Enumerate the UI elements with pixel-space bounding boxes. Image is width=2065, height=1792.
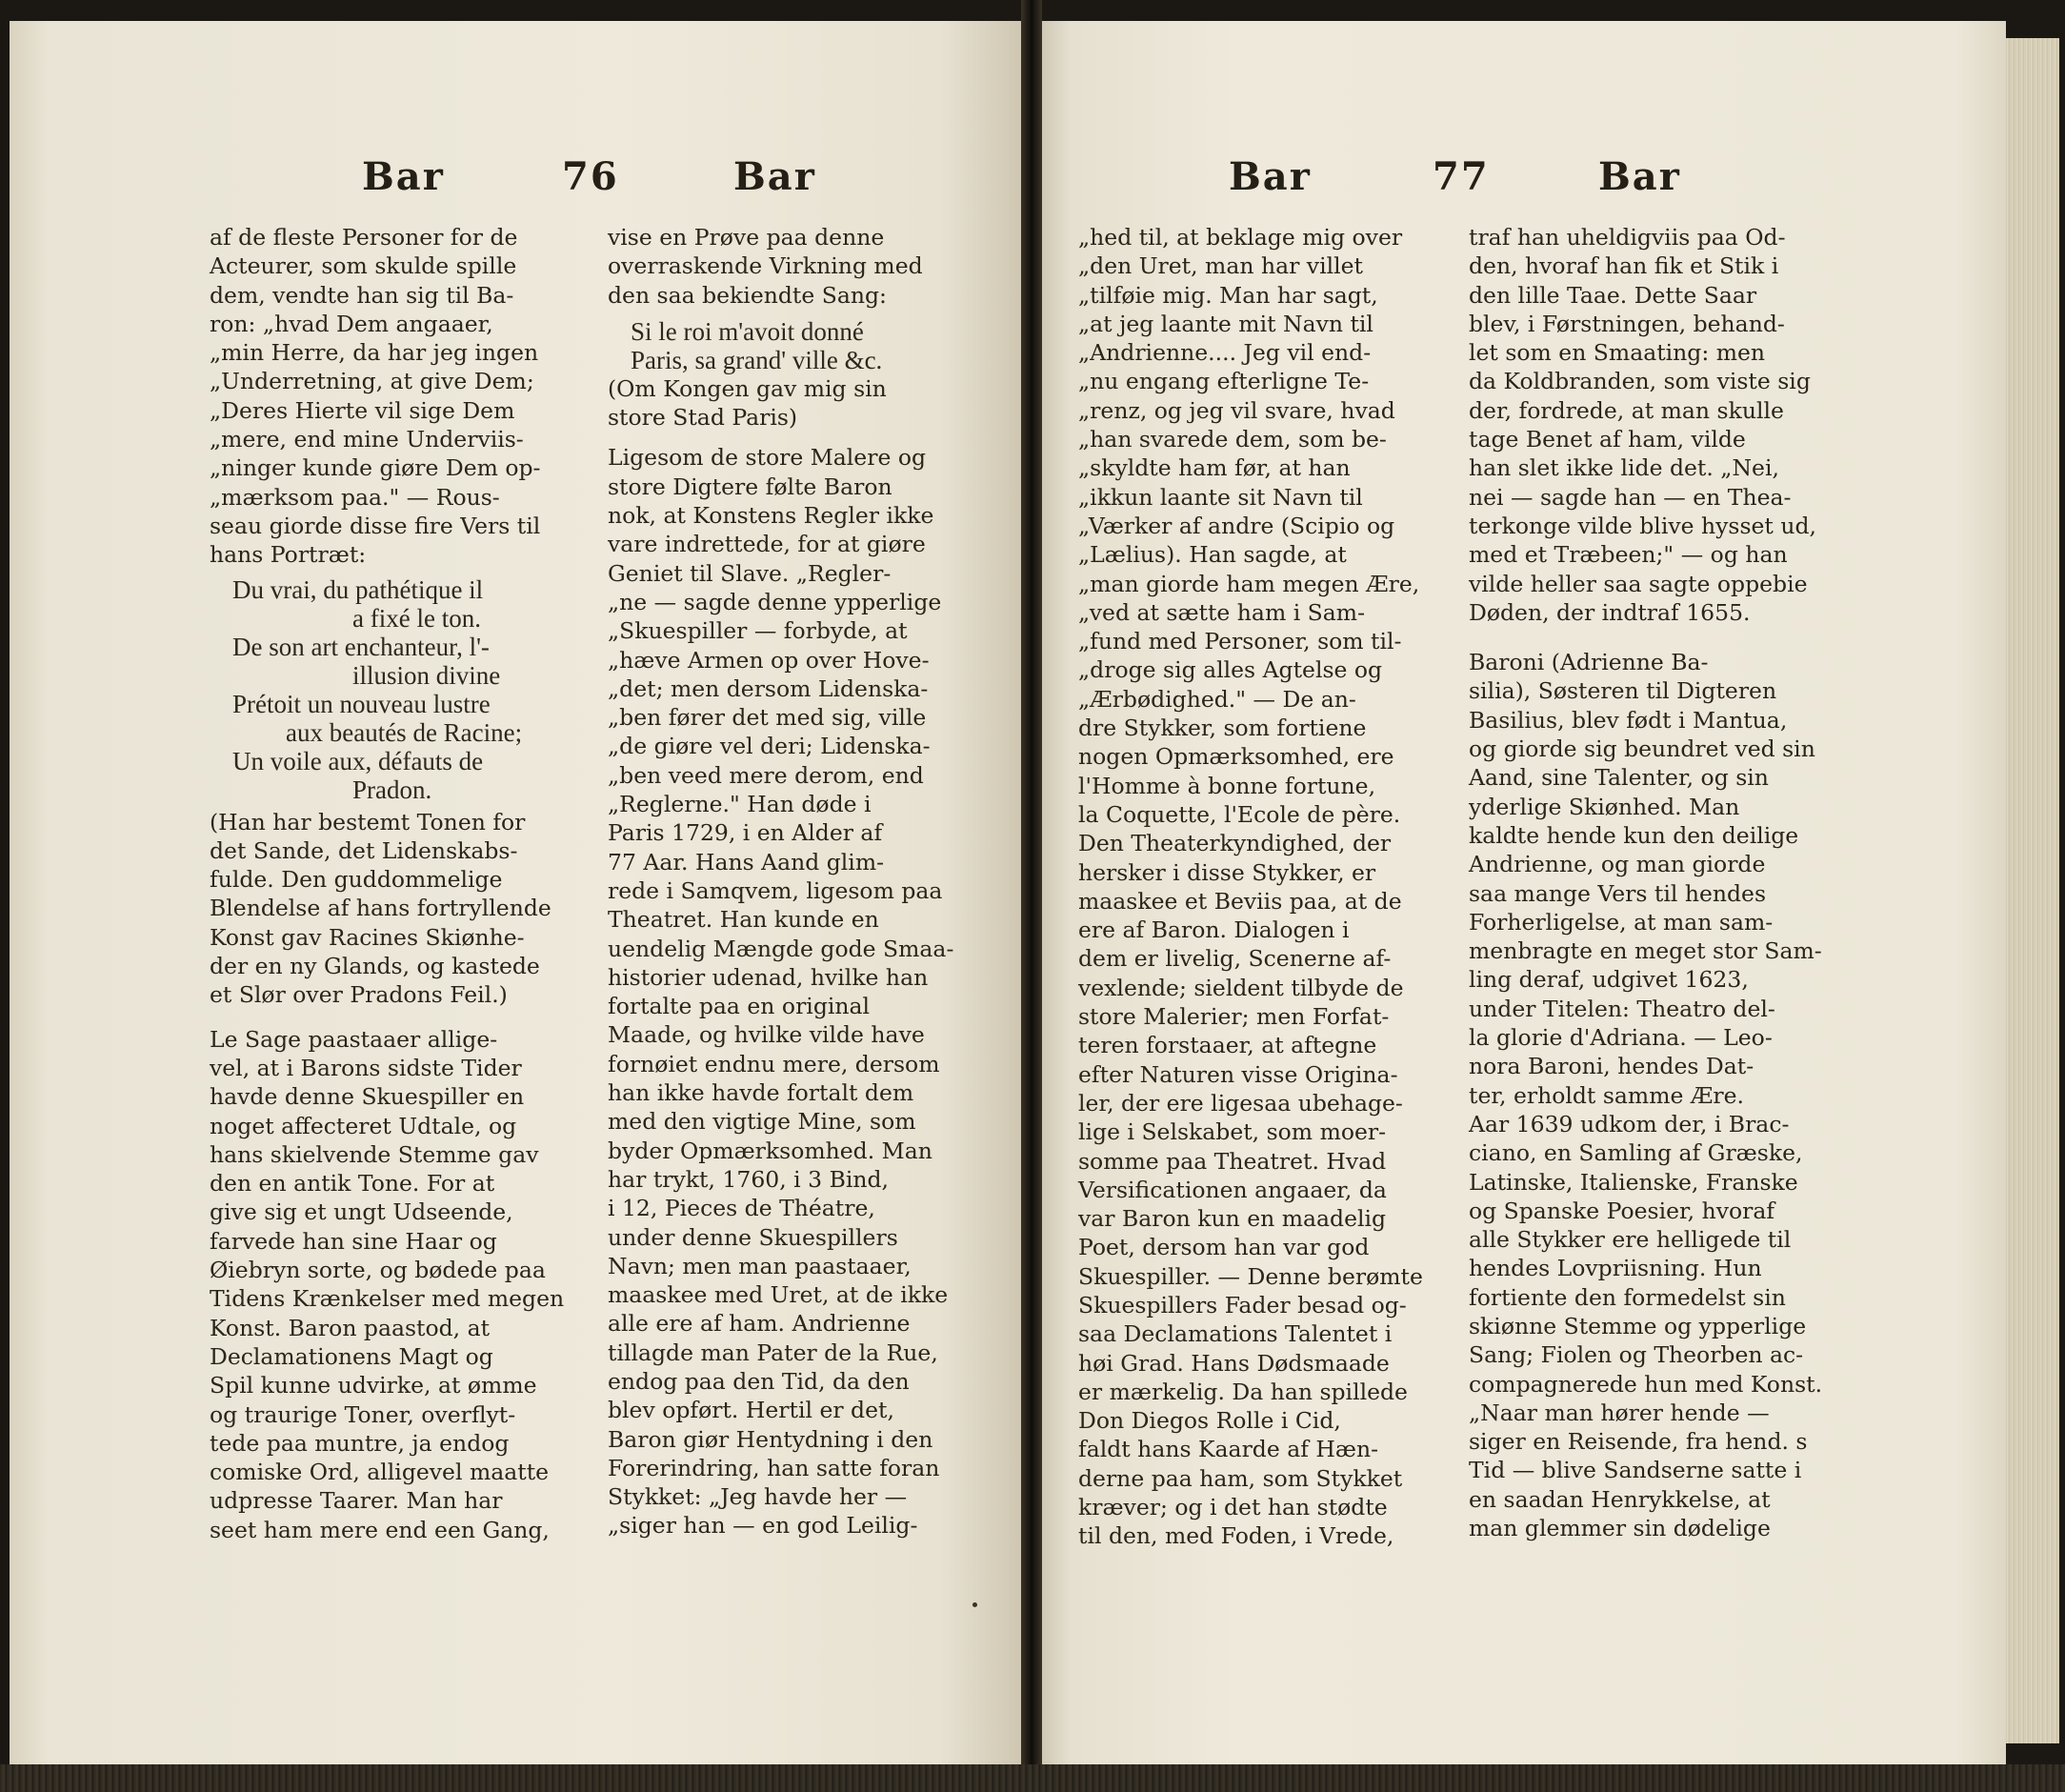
text-line: „ikkun laante sit Navn til bbox=[1078, 483, 1363, 511]
spacer bbox=[608, 310, 989, 317]
text-line: vel, at i Barons sidste Tider bbox=[210, 1054, 522, 1081]
text-line: der en ny Glands, og kastede bbox=[210, 953, 540, 980]
text-line: Tid — blive Sandserne satte i bbox=[1469, 1457, 1802, 1484]
text-line: „Skuespiller — forbyde, at bbox=[608, 617, 908, 645]
text-line: har trykt, 1760, i 3 Bind, bbox=[608, 1165, 890, 1193]
text-column-right bbox=[608, 223, 989, 1540]
text-line: Forherligelse, at man sam- bbox=[1469, 908, 1774, 936]
text-line: „Andrienne.... Jeg vil end- bbox=[1078, 339, 1372, 367]
quote-line: Pradon. bbox=[352, 775, 432, 804]
text-line: høi Grad. Hans Dødsmaade bbox=[1078, 1349, 1390, 1377]
text-line: fortiente den formedelst sin bbox=[1469, 1283, 1786, 1311]
text-line: Paris 1729, i en Alder af bbox=[608, 819, 883, 847]
text-line: „mere, end mine Underviis- bbox=[210, 426, 524, 453]
text-line: „ved at sætte ham i Sam- bbox=[1078, 598, 1366, 626]
spacer bbox=[210, 1010, 591, 1025]
text-line: la Coquette, l'Ecole de père. bbox=[1078, 800, 1401, 828]
text-line: Døden, der indtraf 1655. bbox=[1469, 598, 1751, 626]
text-line: af de fleste Personer for de bbox=[210, 224, 518, 251]
text-line: „Deres Hierte vil sige Dem bbox=[210, 396, 515, 424]
text-line: dre Stykker, som fortiene bbox=[1078, 715, 1367, 742]
quote-line: aux beautés de Racine; bbox=[286, 717, 523, 747]
text-line: „han svarede dem, som be- bbox=[1078, 426, 1387, 453]
text-line: alle Stykker ere helligede til bbox=[1469, 1226, 1792, 1254]
text-line: „Ærbødighed." — De an- bbox=[1078, 685, 1356, 713]
text-line: Versificationen angaaer, da bbox=[1078, 1176, 1387, 1203]
text-line: Konst gav Racines Skiønhe- bbox=[210, 923, 525, 951]
text-line: „skyldte ham før, at han bbox=[1078, 454, 1351, 482]
text-line: Skuespiller. — Denne berømte bbox=[1078, 1262, 1423, 1290]
text-line: saa mange Vers til hendes bbox=[1469, 879, 1767, 907]
text-line: kræver; og i det han stødte bbox=[1078, 1494, 1388, 1521]
text-line: „mærksom paa." — Rous- bbox=[210, 483, 500, 511]
running-head-left: Bar bbox=[362, 154, 445, 199]
text-line: „at jeg laante mit Navn til bbox=[1078, 310, 1373, 337]
text-line: hans Portræt: bbox=[210, 541, 367, 569]
text-line: Basilius, blev født i Mantua, bbox=[1469, 706, 1788, 734]
text-line: Geniet til Slave. „Regler- bbox=[608, 559, 892, 587]
text-line: skiønne Stemme og ypperlige bbox=[1469, 1312, 1807, 1339]
text-line: og giorde sig beundret ved sin bbox=[1469, 735, 1815, 763]
text-line: let som en Smaating: men bbox=[1469, 339, 1766, 367]
quote-line: Un voile aux, défauts de bbox=[232, 746, 484, 775]
text-line: rede i Samqvem, ligesom paa bbox=[608, 876, 943, 904]
quote-line: Prétoit un nouveau lustre bbox=[232, 689, 491, 718]
text-line: byder Opmærksomhed. Man bbox=[608, 1137, 932, 1164]
text-line: „den Uret, man har villet bbox=[1078, 252, 1363, 280]
text-line: nogen Opmærksomhed, ere bbox=[1078, 743, 1394, 771]
text-line: „det; men dersom Lidenska- bbox=[608, 675, 929, 702]
text-line: fulde. Den guddommelige bbox=[210, 866, 503, 894]
text-line: traf han uheldigviis paa Od- bbox=[1469, 224, 1786, 251]
text-line: derne paa ham, som Stykket bbox=[1078, 1464, 1403, 1492]
text-line: Konst. Baron paastod, at bbox=[210, 1314, 491, 1341]
text-line: seau giorde disse fire Vers til bbox=[210, 512, 541, 539]
text-line: havde denne Skuespiller en bbox=[210, 1083, 525, 1111]
text-line: blev, i Førstningen, behand- bbox=[1469, 310, 1785, 337]
text-line: Don Diegos Rolle i Cid, bbox=[1078, 1407, 1341, 1435]
text-line: nok, at Konstens Regler ikke bbox=[608, 502, 934, 530]
text-line: ciano, en Samling af Græske, bbox=[1469, 1139, 1803, 1167]
text-line: „fund med Personer, som til- bbox=[1078, 628, 1402, 655]
text-line: dem er livelig, Scenerne af- bbox=[1078, 945, 1392, 973]
text-line: „min Herre, da har jeg ingen bbox=[210, 339, 539, 367]
text-line: er mærkelig. Da han spillede bbox=[1078, 1378, 1408, 1405]
text-line: „tilføie mig. Man har sagt, bbox=[1078, 281, 1378, 309]
text-line: og Spanske Poesier, hvoraf bbox=[1469, 1197, 1775, 1224]
text-line: Blendelse af hans fortryllende bbox=[210, 895, 551, 922]
text-line: store Digtere følte Baron bbox=[608, 473, 892, 500]
text-line: tillagde man Pater de la Rue, bbox=[608, 1339, 938, 1366]
text-line: ler, der ere ligesaa ubehage- bbox=[1078, 1089, 1403, 1117]
text-line: teren forstaaer, at aftegne bbox=[1078, 1032, 1377, 1059]
text-line: Aand, sine Talenter, og sin bbox=[1469, 764, 1769, 792]
text-line: hendes Lovpriisning. Hun bbox=[1469, 1255, 1762, 1282]
text-line: Poet, dersom han var god bbox=[1078, 1234, 1370, 1261]
text-line: da Koldbranden, som viste sig bbox=[1469, 368, 1811, 395]
text-line: kaldte hende kun den deilige bbox=[1469, 821, 1799, 849]
quote-line: Du vrai, du pathétique il bbox=[232, 574, 484, 604]
text-line: tede paa muntre, ja endog bbox=[210, 1429, 510, 1457]
quote-line: Si le roi m'avoit donné bbox=[631, 316, 864, 346]
spacer bbox=[1469, 627, 1850, 648]
fore-edge bbox=[2006, 38, 2059, 1743]
text-line: vilde heller saa sagte oppebie bbox=[1469, 570, 1808, 597]
text-line: tage Benet af ham, vilde bbox=[1469, 426, 1746, 453]
text-line: Spil kunne udvirke, at ømme bbox=[210, 1372, 537, 1399]
spacer bbox=[608, 432, 989, 443]
text-line: med et Træbeen;" — og han bbox=[1469, 541, 1788, 569]
text-line: maaskee med Uret, at de ikke bbox=[608, 1281, 949, 1309]
text-line: den, hvoraf han fik et Stik i bbox=[1469, 252, 1779, 280]
text-line: var Baron kun en maadelig bbox=[1078, 1205, 1387, 1233]
text-line: ling deraf, udgivet 1623, bbox=[1469, 966, 1749, 994]
text-line: noget affecteret Udtale, og bbox=[210, 1112, 517, 1139]
text-line: „de giøre vel deri; Lidenska- bbox=[608, 733, 931, 760]
text-line: „Naar man hører hende — bbox=[1469, 1399, 1770, 1426]
text-line: vexlende; sieldent tilbyde de bbox=[1078, 974, 1404, 1001]
quote-line: De son art enchanteur, l'- bbox=[232, 632, 490, 661]
text-line: endog paa den Tid, da den bbox=[608, 1367, 910, 1395]
text-line: i 12, Pieces de Théatre, bbox=[608, 1195, 875, 1222]
text-line: give sig et ungt Udseende, bbox=[210, 1198, 513, 1226]
text-line: (Om Kongen gav mig sin bbox=[608, 374, 887, 402]
text-line: Stykket: „Jeg havde her — bbox=[608, 1483, 908, 1511]
quote-line: Paris, sa grand' ville &c. bbox=[631, 345, 883, 374]
text-line: til den, med Foden, i Vrede, bbox=[1078, 1522, 1394, 1550]
text-line: under Titelen: Theatro del- bbox=[1469, 995, 1775, 1022]
text-line: (Han har bestemt Tonen for bbox=[210, 808, 526, 836]
text-line: nora Baroni, hendes Dat- bbox=[1469, 1053, 1754, 1080]
text-line: Theatret. Han kunde en bbox=[608, 906, 879, 934]
text-line: Den Theaterkyndighed, der bbox=[1078, 830, 1392, 857]
text-line: Navn; men man paastaaer, bbox=[608, 1252, 912, 1279]
text-line: ter, erholdt samme Ære. bbox=[1469, 1081, 1744, 1109]
text-line: ere af Baron. Dialogen i bbox=[1078, 916, 1350, 944]
text-line: historier udenad, hvilke han bbox=[608, 963, 929, 991]
text-line: der, fordrede, at man skulle bbox=[1469, 396, 1784, 424]
text-line: Øiebryn sorte, og bødede paa bbox=[210, 1257, 546, 1284]
text-line: menbragte en meget stor Sam- bbox=[1469, 937, 1822, 965]
text-line: Skuespillers Fader besad og- bbox=[1078, 1291, 1407, 1319]
text-line: den saa bekiendte Sang: bbox=[608, 281, 887, 309]
text-line: Forerindring, han satte foran bbox=[608, 1454, 940, 1481]
text-line: „hed til, at beklage mig over bbox=[1078, 224, 1403, 251]
text-line: overraskende Virkning med bbox=[608, 252, 923, 280]
text-line: „droge sig alles Agtelse og bbox=[1078, 656, 1383, 684]
text-line: han slet ikke lide det. „Nei, bbox=[1469, 454, 1779, 482]
running-head-left: Bar bbox=[1229, 154, 1312, 199]
left-page bbox=[10, 21, 1021, 1764]
text-line: „Underretning, at give Dem; bbox=[210, 368, 534, 395]
text-line: Declamationens Magt og bbox=[210, 1342, 493, 1370]
text-line: „nu engang efterligne Te- bbox=[1078, 368, 1370, 395]
text-line: store Stad Paris) bbox=[608, 404, 798, 432]
text-line: Andrienne, og man giorde bbox=[1469, 851, 1766, 878]
text-line: Baroni (Adrienne Ba- bbox=[1469, 649, 1709, 676]
text-line: med den vigtige Mine, som bbox=[608, 1108, 916, 1136]
text-line: comiske Ord, alligevel maatte bbox=[210, 1459, 550, 1486]
text-line: uendelig Mængde gode Smaa- bbox=[608, 935, 954, 962]
text-line: Sang; Fiolen og Theorben ac- bbox=[1469, 1341, 1804, 1369]
text-line: hersker i disse Stykker, er bbox=[1078, 858, 1376, 886]
text-line: silia), Søsteren til Digteren bbox=[1469, 677, 1777, 705]
text-line: seet ham mere end een Gang, bbox=[210, 1516, 550, 1543]
text-line: vise en Prøve paa denne bbox=[608, 224, 885, 251]
text-line: alle ere af ham. Andrienne bbox=[608, 1310, 911, 1338]
text-line: dem, vendte han sig til Ba- bbox=[210, 281, 514, 309]
text-line: Aar 1639 udkom der, i Brac- bbox=[1469, 1110, 1790, 1138]
text-column-left bbox=[1078, 223, 1459, 1551]
text-line: et Slør over Pradons Feil.) bbox=[210, 981, 508, 1009]
text-line: den en antik Tone. For at bbox=[210, 1170, 495, 1198]
text-line: „man giorde ham megen Ære, bbox=[1078, 570, 1420, 597]
text-line: Latinske, Italienske, Franske bbox=[1469, 1168, 1798, 1196]
text-line: fortalte paa en original bbox=[608, 993, 871, 1020]
text-line: „renz, og jeg vil svare, hvad bbox=[1078, 396, 1395, 424]
text-line: „siger han — en god Leilig- bbox=[608, 1512, 918, 1540]
text-line: maaskee et Beviis paa, at de bbox=[1078, 887, 1402, 915]
text-line: „ben veed mere derom, end bbox=[608, 761, 924, 789]
text-line: den lille Taae. Dette Saar bbox=[1469, 281, 1757, 309]
page-number: 77 bbox=[1433, 154, 1490, 199]
text-line: Le Sage paastaaer allige- bbox=[210, 1025, 498, 1053]
text-line: „Reglerne." Han døde i bbox=[608, 791, 872, 818]
text-line: Maade, og hvilke vilde have bbox=[608, 1021, 925, 1049]
quote-line: illusion divine bbox=[352, 660, 501, 690]
text-line: Baron giør Hentydning i den bbox=[608, 1425, 933, 1453]
printer-mark bbox=[972, 1602, 977, 1607]
text-line: saa Declamations Talentet i bbox=[1078, 1320, 1393, 1348]
text-line: hans skielvende Stemme gav bbox=[210, 1140, 539, 1168]
text-line: compagnerede hun med Konst. bbox=[1469, 1370, 1823, 1398]
text-line: en saadan Henrykkelse, at bbox=[1469, 1485, 1771, 1513]
text-line: vare indrettede, for at giøre bbox=[608, 531, 926, 558]
text-line: „Lælius). Han sagde, at bbox=[1078, 541, 1347, 569]
text-line: store Malerier; men Forfat- bbox=[1078, 1003, 1390, 1031]
text-line: „ninger kunde giøre Dem op- bbox=[210, 454, 541, 482]
text-line: siger en Reisende, fra hend. s bbox=[1469, 1428, 1808, 1456]
text-line: somme paa Theatret. Hvad bbox=[1078, 1147, 1387, 1175]
text-line: Acteurer, som skulde spille bbox=[210, 252, 517, 280]
right-page bbox=[1042, 21, 2006, 1764]
text-line: og traurige Toner, overflyt- bbox=[210, 1400, 516, 1428]
text-line: Ligesom de store Malere og bbox=[608, 444, 927, 472]
page-edges bbox=[0, 1764, 2065, 1792]
running-head-right: Bar bbox=[1598, 154, 1681, 199]
text-line: ron: „hvad Dem angaaer, bbox=[210, 310, 493, 337]
text-line: terkonge vilde blive hysset ud, bbox=[1469, 512, 1816, 539]
text-line: blev opført. Hertil er det, bbox=[608, 1397, 894, 1424]
text-line: under denne Skuespillers bbox=[608, 1223, 898, 1251]
text-line: farvede han sine Haar og bbox=[210, 1227, 497, 1255]
text-line: efter Naturen visse Origina- bbox=[1078, 1060, 1398, 1088]
text-column-right bbox=[1469, 223, 1850, 1542]
text-line: fornøiet endnu mere, dersom bbox=[608, 1050, 940, 1077]
text-line: nei — sagde han — en Thea- bbox=[1469, 483, 1792, 511]
text-line: „ne — sagde denne ypperlige bbox=[608, 588, 942, 615]
text-line: „hæve Armen op over Hove- bbox=[608, 646, 930, 674]
text-line: han ikke havde fortalt dem bbox=[608, 1079, 914, 1107]
text-line: lige i Selskabet, som moer- bbox=[1078, 1118, 1387, 1146]
text-column-left bbox=[210, 223, 591, 1544]
book-gutter bbox=[1021, 0, 1042, 1792]
quote-line: a fixé le ton. bbox=[352, 603, 481, 633]
text-line: udpresse Taarer. Man har bbox=[210, 1487, 503, 1515]
text-line: l'Homme à bonne fortune, bbox=[1078, 772, 1376, 799]
text-line: yderlige Skiønhed. Man bbox=[1469, 793, 1740, 820]
text-line: Tidens Krænkelser med megen bbox=[210, 1285, 565, 1313]
text-line: 77 Aar. Hans Aand glim- bbox=[608, 848, 885, 876]
running-head-right: Bar bbox=[733, 154, 816, 199]
text-line: det Sande, det Lidenskabs- bbox=[210, 836, 518, 864]
text-line: man glemmer sin dødelige bbox=[1469, 1515, 1771, 1542]
text-line: „ben fører det med sig, ville bbox=[608, 704, 927, 732]
text-line: „Værker af andre (Scipio og bbox=[1078, 512, 1395, 539]
text-line: faldt hans Kaarde af Hæn- bbox=[1078, 1436, 1379, 1463]
page-number: 76 bbox=[562, 154, 619, 199]
text-line: la glorie d'Adriana. — Leo- bbox=[1469, 1024, 1773, 1052]
